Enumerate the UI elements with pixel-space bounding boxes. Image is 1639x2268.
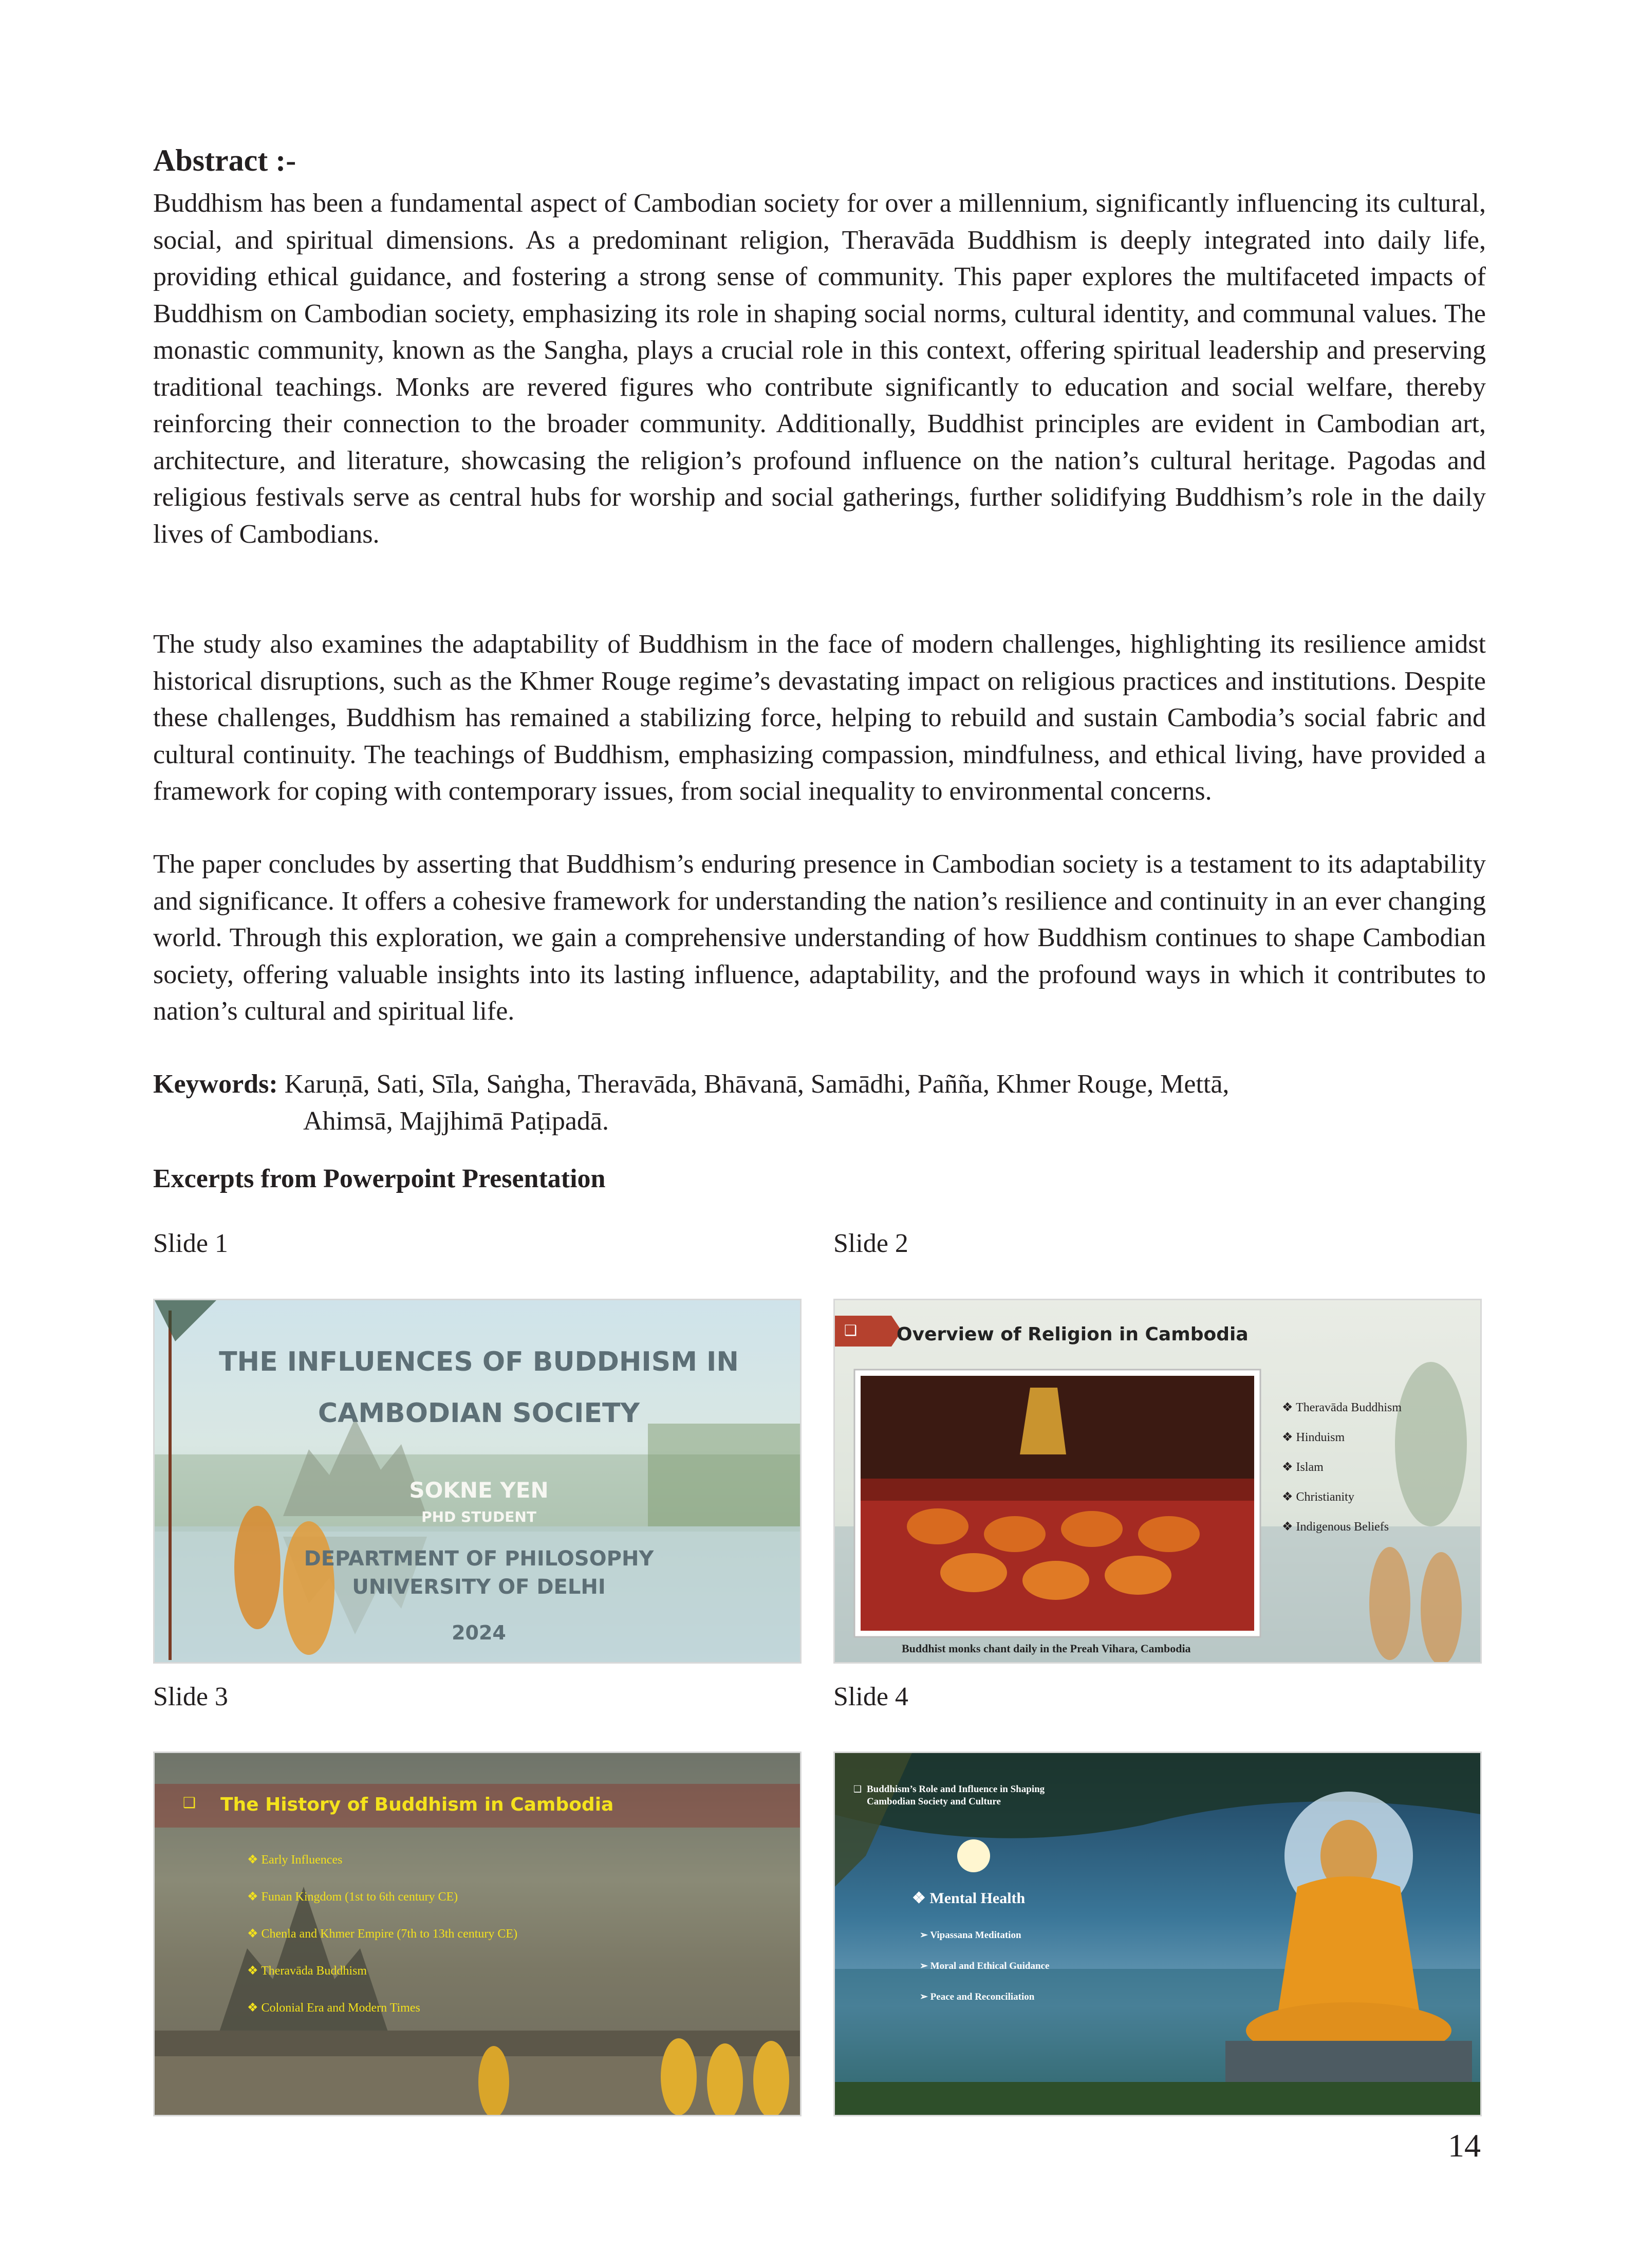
- slide-3-bullet: ❖ Colonial Era and Modern Times: [247, 2001, 420, 2015]
- page-number: 14: [1448, 2127, 1481, 2164]
- slide-2-checkbox-icon: ❑: [844, 1322, 858, 1339]
- slide-3-bullet: ❖ Chenla and Khmer Empire (7th to 13th century CE): [247, 1927, 518, 1941]
- slide-2-bullet: ❖ Islam: [1282, 1461, 1324, 1474]
- slide-1-dept-line-1: DEPARTMENT OF PHILOSOPHY: [304, 1547, 654, 1571]
- keywords-line-2: Ahimsā, Majjhimā Paṭipadā.: [303, 1107, 609, 1136]
- slide-2-bullet: ❖ Hinduism: [1282, 1431, 1345, 1444]
- slide-1-title-line-1: THE INFLUENCES OF BUDDHISM IN: [219, 1347, 739, 1377]
- slide-3-bullet: ❖ Early Influences: [247, 1853, 343, 1867]
- keywords-line-1: Karuṇā, Sati, Sīla, Saṅgha, Theravāda, Bhāvanā, Samādhi, Pañña, Khmer Rouge, Mettā,: [284, 1070, 1230, 1099]
- slide-2-bullet: ❖ Indigenous Beliefs: [1282, 1520, 1389, 1534]
- abstract-paragraph-2: The study also examines the adaptability of Buddhism in the face of modern challenges, highlighting its resilience amidst historical disruptions, such as the Khmer Rouge regime’s devastating impact on religious practices and institutions. Despite these challenges, Buddhism has remained a stabilizing force, helping to rebuild and sustain Cambodia’s social fabric and cultural continuity. The teachings of Buddhism, emphasizing compassion, mindfulness, and ethical living, have provided a framework for coping with contemporary issues, from social inequality to environmental concerns.: [153, 630, 1486, 806]
- slide-1-role: PHD STUDENT: [421, 1508, 536, 1525]
- keywords: [153, 1066, 1486, 1140]
- slide-3-bullets: [247, 1841, 517, 2026]
- slide-2-caption: Buddhist monks chant daily in the Preah Vihara, Cambodia: [902, 1642, 1191, 1655]
- slide-4-checkbox-icon: ❑: [853, 1784, 862, 1795]
- keywords-label: Keywords:: [153, 1070, 278, 1099]
- slide-4-heading: ❖ Mental Health: [912, 1890, 1026, 1907]
- slide-4-bullets: [920, 1920, 1049, 2013]
- slide-3-checkbox-icon: ❑: [183, 1794, 196, 1811]
- slide-2-bullet: ❖ Theravāda Buddhism: [1282, 1401, 1402, 1414]
- slide-4-label: Slide 4: [833, 1682, 908, 1711]
- slide-1-author: SOKNE YEN: [409, 1478, 549, 1503]
- slide-3-bullet: ❖ Theravāda Buddhism: [247, 1964, 367, 1978]
- slide-4-title-line-2: Cambodian Society and Culture: [867, 1796, 1001, 1807]
- slide-4-image: [833, 1751, 1482, 2116]
- slide-1-title-line-2: CAMBODIAN SOCIETY: [318, 1398, 640, 1429]
- slide-2-image: [833, 1299, 1482, 1664]
- slide-1-label: Slide 1: [153, 1229, 228, 1258]
- excerpts-heading: Excerpts from Powerpoint Presentation: [153, 1164, 606, 1193]
- abstract-paragraph-1: Buddhism has been a fundamental aspect of Cambodian society for over a millennium, significantly influencing its cultural, social, and spiritual dimensions. As a predominant religion, Theravāda Buddhism is deeply integrated into daily life, providing ethical guidance, and fostering a strong sense of community. This paper explores the multifaceted impacts of Buddhism on Cambodian society, emphasizing its role in shaping social norms, cultural identity, and communal values. The monastic community, known as the Sangha, plays a crucial role in this context, offering spiritual leadership and preserving traditional teachings. Monks are revered figures who contribute significantly to education and social welfare, thereby reinforcing their connection to the broader community. Additionally, Buddhist principles are evident in Cambodian art, architecture, and literature, showcasing the religion’s profound influence on the nation’s cultural heritage. Pagodas and religious festivals serve as central hubs for worship and social gatherings, further solidifying Buddhism’s role in the daily lives of Cambodians.: [153, 189, 1486, 549]
- abstract-heading: Abstract :-: [153, 143, 296, 177]
- slide-4-bullet: ➢ Peace and Reconciliation: [920, 1992, 1035, 2002]
- slide-2-title: Overview of Religion in Cambodia: [897, 1324, 1249, 1345]
- slide-1-image: [153, 1299, 802, 1664]
- slide-1-dept-line-2: UNIVERSITY OF DELHI: [352, 1575, 606, 1599]
- slide-2-label: Slide 2: [833, 1229, 908, 1258]
- slide-3-title: The History of Buddhism in Cambodia: [220, 1794, 614, 1815]
- slide-3-image: [153, 1751, 802, 2116]
- slide-4-bullet: ➢ Vipassana Meditation: [920, 1930, 1021, 1941]
- slide-1-year: 2024: [452, 1621, 506, 1644]
- slide-3-label: Slide 3: [153, 1682, 228, 1711]
- slide-4-bullet: ➢ Moral and Ethical Guidance: [920, 1961, 1050, 1971]
- slide-3-bullet: ❖ Funan Kingdom (1st to 6th century CE): [247, 1890, 458, 1904]
- slide-2-bullets: [1282, 1393, 1402, 1542]
- slide-2-bullet: ❖ Christianity: [1282, 1490, 1354, 1504]
- abstract-paragraph-3: The paper concludes by asserting that Buddhism’s enduring presence in Cambodian society is a testament to its adaptability and significance. It offers a cohesive framework for understanding the nation’s resilience and continuity in an ever changing world. Through this exploration, we gain a comprehensive understanding of how Buddhism continues to shape Cambodian society, offering valuable insights into its lasting influence, adaptability, and the profound ways in which it contributes to nation’s cultural and spiritual life.: [153, 850, 1486, 1026]
- slide-4-title-line-1: Buddhism’s Role and Influence in Shaping: [867, 1784, 1045, 1795]
